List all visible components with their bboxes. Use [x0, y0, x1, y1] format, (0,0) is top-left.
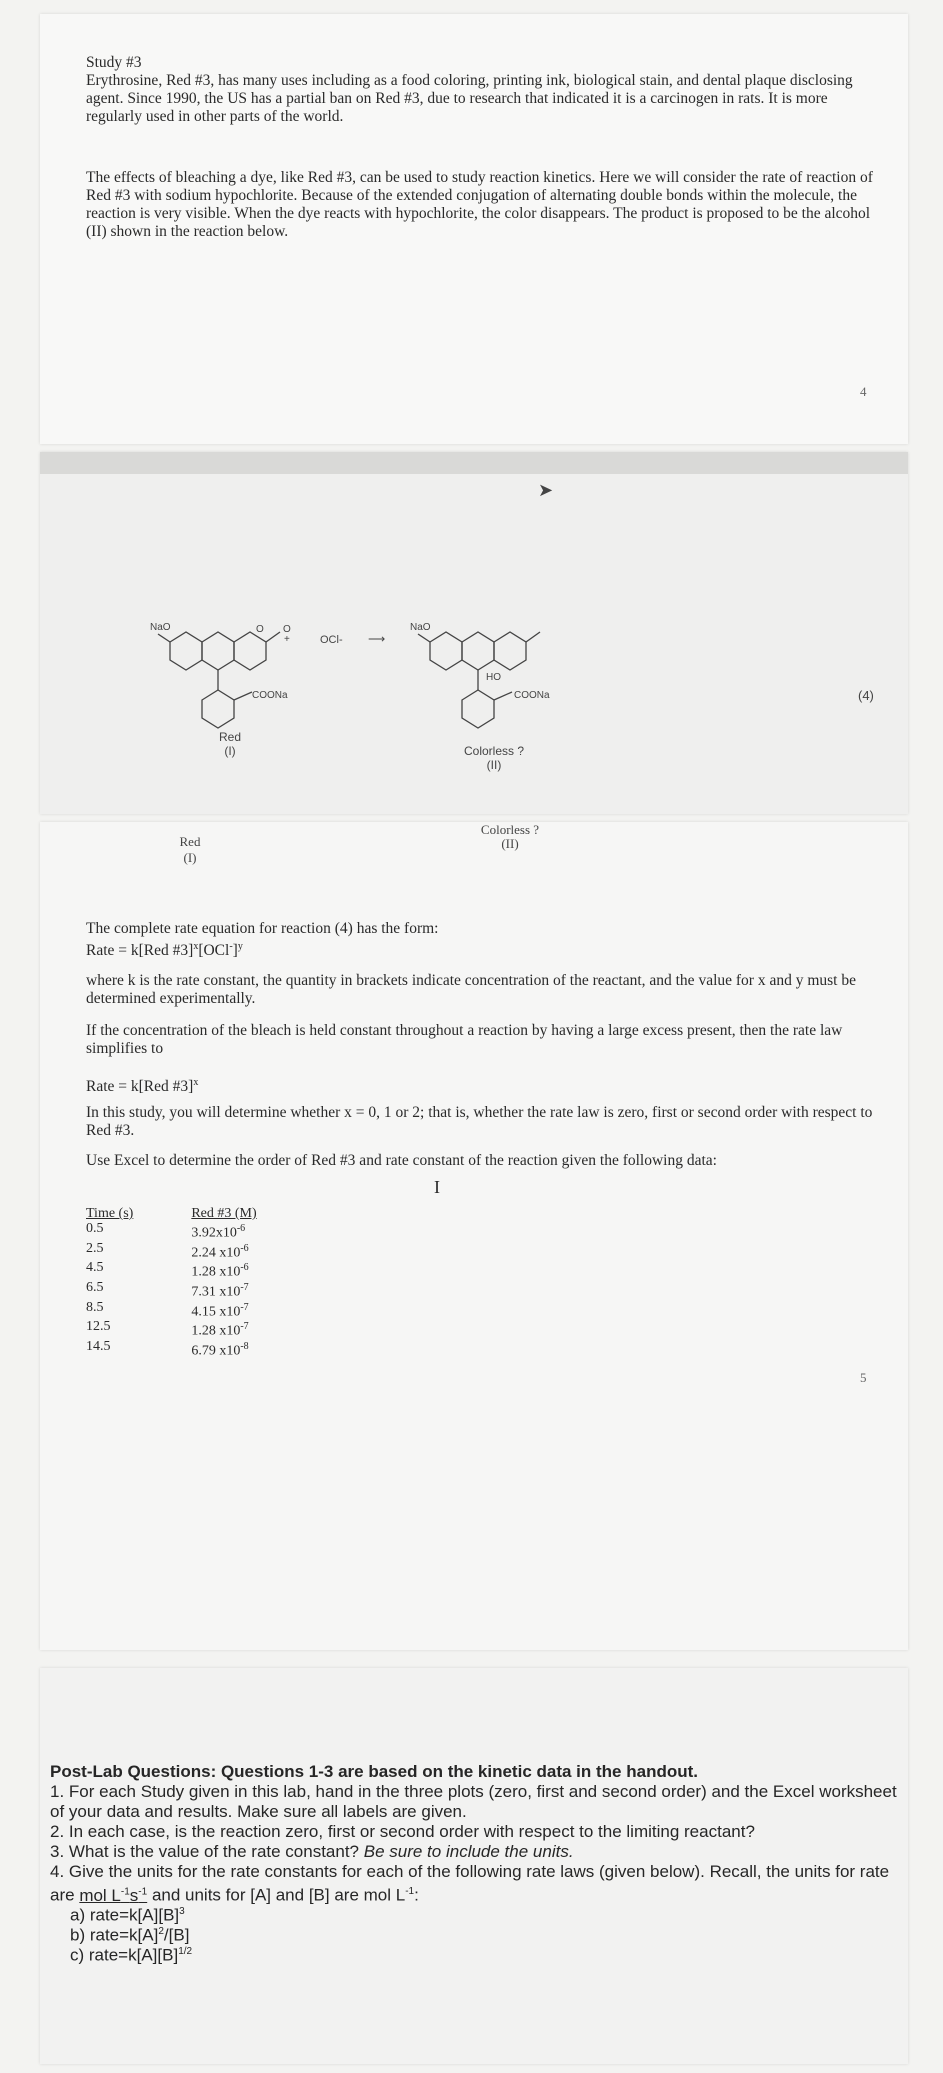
concentration-cell — [151, 1221, 274, 1241]
coona-label-product: COONa — [514, 690, 550, 701]
time-cell: 6.5 — [86, 1279, 104, 1295]
time-cell: 2.5 — [86, 1240, 104, 1256]
table-row — [86, 1221, 275, 1241]
study-title: Study #3 — [86, 54, 142, 71]
product-structure — [400, 602, 630, 752]
text-cursor-icon: I — [434, 1177, 440, 1197]
concentration-value: 1.28 x10 — [191, 1264, 241, 1280]
table-row — [86, 1339, 275, 1359]
time-header: Time (s) — [86, 1206, 134, 1221]
question-4-text: 4. Give the units for the rate constants for each of the following rate laws (given below). Recall, the units for rate are — [50, 1862, 890, 1905]
bleach-paragraph: If the concentration of the bleach is held constant throughout a reaction by having a large excess present, then the rate law simplifies to — [86, 1022, 843, 1057]
table-row — [86, 1280, 275, 1300]
rate-eq-minus: - — [229, 941, 233, 952]
simplified-rate — [86, 1074, 866, 1096]
nao-label-product: NaO — [410, 622, 431, 633]
time-cell: 14.5 — [86, 1338, 111, 1354]
question-3 — [50, 1842, 900, 1862]
page-post-lab — [40, 1668, 908, 2064]
rate-equation — [86, 938, 866, 960]
hypochlorite-reagent: OCl- — [320, 634, 343, 646]
rate-law-a-text: a) rate=k[A][B] — [70, 1905, 180, 1925]
concentration-header: Red #3 (M) — [191, 1206, 257, 1221]
question-1: 1. For each Study given in this lab, hand in the three plots (zero, first and second order) and the Excel worksheet of your data and results. Make sure all labels are given. — [50, 1782, 897, 1821]
question-3-text: 3. What is the value of the rate constant? — [50, 1842, 360, 1861]
rate-unit-s: s — [129, 1885, 139, 1905]
concentration-exponent: -6 — [240, 1242, 249, 1254]
rate-unit: mol L — [79, 1885, 121, 1905]
pen-mark-icon: ➤ — [538, 480, 554, 500]
kinetic-data-table — [86, 1206, 275, 1359]
concentration-value: 3.92x10 — [191, 1225, 237, 1241]
question-4-tail-exp: -1 — [405, 1886, 415, 1897]
concentration-exponent: -7 — [240, 1321, 249, 1333]
intro-paragraph: Erythrosine, Red #3, has many uses including as a food coloring, printing ink, biological stain, and dental plaque disclosing agent. Since 1990, the US has a partial ban on Red #3, due to research that indicated it is a carcinogen in rats. It is more regularly used in other parts of the world. — [86, 72, 853, 125]
oxygen-label: O — [256, 624, 264, 635]
rate-eq-x: x — [193, 941, 199, 952]
rate-eq-prefix: Rate = k[Red #3] — [86, 942, 194, 960]
rate-law-c-exp: 1/2 — [178, 1946, 193, 1957]
equation-number: (4) — [858, 688, 874, 703]
time-cell: 8.5 — [86, 1299, 104, 1315]
rate-law-b-tail: /[B] — [163, 1925, 190, 1945]
concentration-value: 6.79 x10 — [191, 1343, 241, 1359]
question-3-emphasis: Be sure to include the units. — [363, 1842, 574, 1861]
concentration-value: 1.28 x10 — [191, 1323, 241, 1339]
excel-paragraph: Use Excel to determine the order of Red #3 and rate constant of the reaction given the following data: — [86, 1152, 717, 1169]
reactant-numeral: (I) — [224, 744, 236, 758]
concentration-value: 7.31 x10 — [191, 1284, 241, 1300]
rate-law-b-text: b) rate=k[A] — [70, 1925, 159, 1945]
reaction-page — [40, 452, 908, 814]
product-numeral: (II) — [486, 758, 502, 772]
time-cell: 12.5 — [86, 1319, 111, 1335]
concentration-exponent: -6 — [240, 1262, 249, 1274]
page-rate-law — [40, 822, 908, 1650]
concentration-exponent: -8 — [240, 1340, 249, 1352]
rate-law-a-exp: 3 — [179, 1906, 185, 1917]
page-number: 4 — [860, 384, 867, 399]
concentration-cell — [151, 1241, 274, 1261]
coona-label: COONa — [252, 690, 288, 701]
time-cell: 4.5 — [86, 1260, 104, 1276]
table-row — [86, 1241, 275, 1261]
rate-unit-exp: -1 — [120, 1886, 130, 1897]
product-label: Colorless ? — [463, 744, 525, 758]
rate-eq-mid: [OCl — [198, 942, 230, 960]
table-row — [86, 1260, 275, 1280]
rate-law-c — [70, 1942, 192, 1966]
table-row — [86, 1319, 275, 1339]
concentration-cell — [151, 1339, 274, 1359]
time-cell: 0.5 — [86, 1221, 104, 1236]
table-header-row — [86, 1206, 275, 1221]
rate-unit-s-exp: -1 — [138, 1886, 148, 1897]
reaction-arrow-icon: ⟶ — [368, 632, 386, 646]
rate-law-b-exp: 2 — [158, 1926, 164, 1937]
page-divider — [40, 452, 908, 474]
page-number: 5 — [860, 1370, 867, 1385]
red-label: Red — [179, 834, 201, 849]
rate-eq-y: y — [237, 941, 243, 952]
oxygen-label-2: O — [283, 624, 291, 635]
concentration-exponent: -7 — [240, 1301, 249, 1313]
post-lab-heading: Post-Lab Questions: Questions 1-3 are based on the kinetic data in the handout. — [50, 1762, 698, 1781]
ho-label: HO — [486, 672, 501, 683]
rate-eq-close: ] — [232, 942, 238, 960]
question-4-tail: and units for [A] and [B] are mol L — [151, 1885, 406, 1905]
concentration-cell — [151, 1260, 274, 1280]
rate-law-c-text: c) rate=k[A][B] — [70, 1945, 179, 1965]
question-4 — [50, 1862, 900, 1906]
question-2: 2. In each case, is the reaction zero, first or second order with respect to the limiting reactant? — [50, 1822, 755, 1841]
where-paragraph: where k is the rate constant, the quantity in brackets indicate concentration of the reactant, and the value for x and y must be determined experimentally. — [86, 972, 856, 1007]
concentration-exponent: -6 — [236, 1223, 246, 1234]
simple-rate-text: Rate = k[Red #3] — [86, 1078, 194, 1096]
rate-intro: The complete rate equation for reaction (4) has the form: — [86, 920, 439, 937]
concentration-value: 4.15 x10 — [191, 1304, 241, 1320]
concentration-cell — [151, 1319, 274, 1339]
kinetics-paragraph: The effects of bleaching a dye, like Red #3, can be used to study reaction kinetics. Here we will consider the rate of reaction of Red #3 with sodium hypochlorite. Because of the extended conjugation of alternating double bonds within the molecule, the reaction is very visible. When the dye reacts with hypochlorite, the color disappears. The product is proposed to be the alcohol (II) shown in the reaction below. — [86, 169, 873, 240]
plus-sign: + — [284, 634, 290, 645]
question-4-end: : — [414, 1885, 419, 1905]
colorless-numeral: (II) — [501, 836, 519, 851]
concentration-cell — [151, 1300, 274, 1320]
concentration-exponent: -7 — [240, 1281, 249, 1293]
concentration-cell — [151, 1280, 274, 1300]
page-1 — [40, 14, 908, 444]
simple-rate-x: x — [193, 1077, 199, 1088]
determine-paragraph: In this study, you will determine whether x = 0, 1 or 2; that is, whether the rate law is zero, first or second order with respect to Red #3. — [86, 1104, 873, 1139]
reactant-label: Red — [218, 730, 241, 744]
nao-label: NaO — [150, 622, 171, 633]
concentration-value: 2.24 x10 — [191, 1245, 241, 1261]
colorless-label: Colorless ? — [480, 822, 540, 837]
table-row — [86, 1300, 275, 1320]
red-numeral: (I) — [183, 850, 197, 865]
